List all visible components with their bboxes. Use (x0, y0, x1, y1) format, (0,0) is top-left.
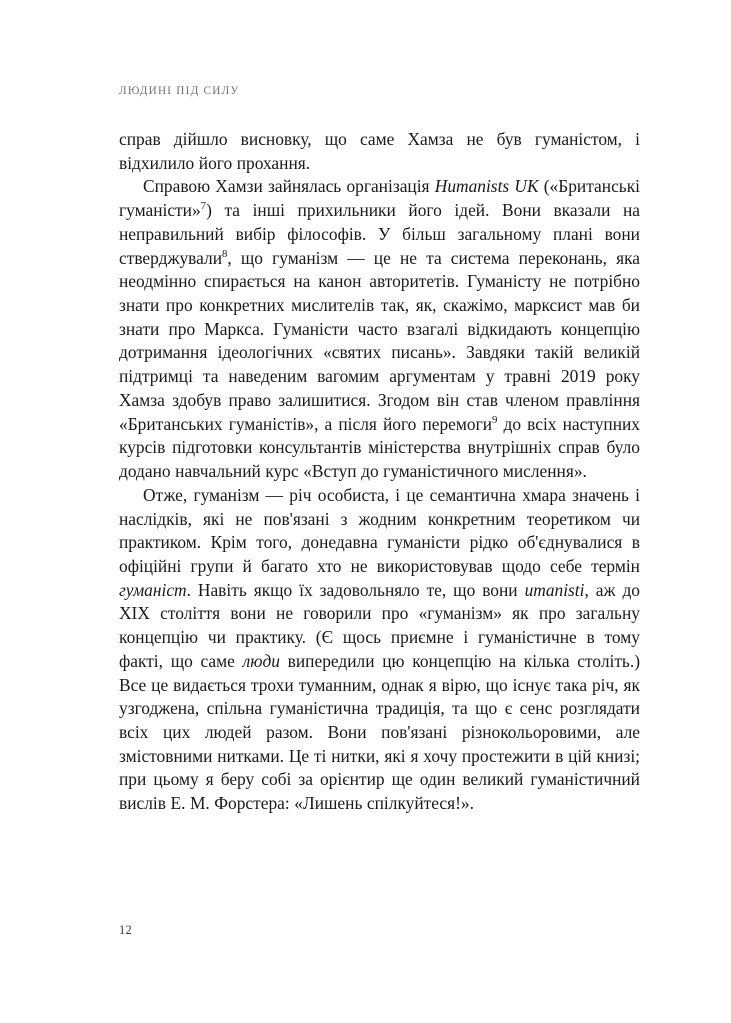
paragraph-2-rich: Справою Хамзи зайнялась організація Humanists UK («Британські гуманісти»$^7$) та інші прихильники його ідей. Вони вказали на неправильний вибір філософів. У більш загальному плані вони стверджували$^8$, що гуманізм — це не та система переконань, яка неодмінно спирається на канон авторитетів. Гуманісту не потрібно знати про конкретних мислителів так, як, скажімо, марксист мав би знати про Маркса. Гуманісти часто взагалі відкидають концепцію дотримання ідеологічних «святих писань». Завдяки такій великій підтримці та наведеним вагомим аргументам у травні 2019 року Хамза здобув право залишитися. Згодом він став членом правління «Британських гуманістів», а після його перемоги$^9$ до всіх наступних курсів підготовки консультантів міністерства внутрішніх справ було додано навчальний курс «Вступ до гуманістичного мислення». (119, 176, 641, 482)
paragraph-3 (119, 484, 640, 816)
paragraph-1: справ дійшло висновку, що саме Хамза не був гуманістом, і відхилило його прохання. (119, 129, 640, 173)
paragraph-2 (119, 175, 640, 483)
text-column (119, 128, 640, 816)
running-head: ЛЮДИНІ ПІД СИЛУ (119, 85, 240, 97)
paragraph-3-rich: Отже, гуманізм — річ особиста, і це семантична хмара значень і наслідків, які не пов'язані з жодним конкретним теоретиком чи практиком. Крім того, донедавна гуманісти рідко об'єднувалися в офіційні групи й багато хто не використовував щодо себе термін гуманіст. Навіть якщо їх задовольняло те, що вони umanisti, аж до XIX століття вони не говорили про «гуманізм» як про загальну концепцію чи практику. (Є щось приємне і гуманістичне в тому факті, що саме люди випередили цю концепцію на кілька століть.) Все це видається трохи туманним, однак я вірю, що існує така річ, як узгоджена, спільна гуманістична традиція, та що є сенс розглядати всіх цих людей разом. Вони пов'язані різнокольоровими, але змістовними нитками. Це ті нитки, які я хочу простежити в цій книзі; при цьому я беру собі за орієнтир ще один великий гуманістичний вислів Е. М. Форстера: «Лишень спілкуйтеся!». (119, 484, 641, 814)
page-number: 12 (119, 923, 132, 937)
